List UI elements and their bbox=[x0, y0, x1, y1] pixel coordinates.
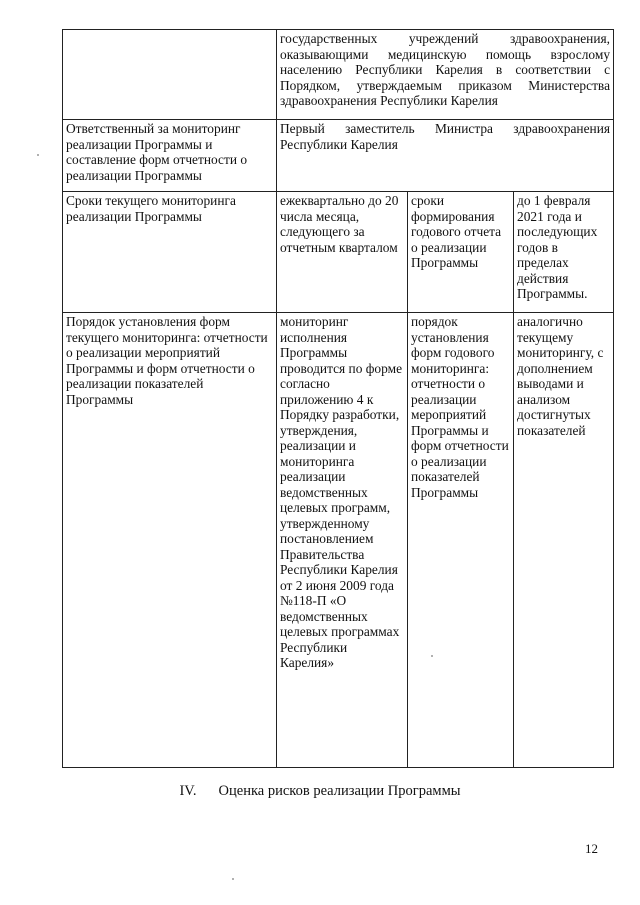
scan-speck bbox=[37, 154, 39, 156]
page-number: 12 bbox=[585, 841, 598, 856]
monitoring-table bbox=[62, 29, 614, 768]
table-row bbox=[63, 30, 614, 120]
table-cell: Первый заместитель Министра здравоохранения Республики Карелия bbox=[277, 120, 614, 192]
table-cell: Ответственный за мониторинг реализации Программы и составление форм отчетности о реализации Программы bbox=[63, 120, 277, 192]
scan-speck bbox=[232, 878, 234, 880]
table-row bbox=[63, 313, 614, 768]
table-cell: ежеквартально до 20 числа месяца, следующего за отчетным кварталом bbox=[277, 192, 408, 313]
table-cell: до 1 февраля 2021 года и последующих годов в пределах действия Программы. bbox=[514, 192, 614, 313]
table-cell: сроки формирования годового отчета о реализации Программы bbox=[408, 192, 514, 313]
table-cell: государственных учреждений здравоохранения, оказывающими медицинскую помощь взрослому населению Республики Карелия в соответствии с Порядком, утверждаемым приказом Министерства здравоохранения Республики Карелия bbox=[277, 30, 614, 120]
scan-speck bbox=[431, 655, 433, 657]
section-title: Оценка рисков реализации Программы bbox=[218, 783, 461, 799]
table-row bbox=[63, 192, 614, 313]
table-cell bbox=[63, 30, 277, 120]
table-cell: Порядок установления форм текущего мониторинга: отчетности о реализации мероприятий Программы и форм отчетности о реализации показателей Программы bbox=[63, 313, 277, 768]
table-cell: порядок установления форм годового мониторинга: отчетности о реализации мероприятий Программы и форм отчетности о реализации показателей Программы bbox=[408, 313, 514, 768]
table-cell: мониторинг исполнения Программы проводится по форме согласно приложению 4 к Порядку разработки, утверждения, реализации и мониторинга реализации ведомственных целевых программ, утвержденному постановлением Правительства Республики Карелия от 2 июня 2009 года №118-П «О ведомственных целевых программах Республики Карелия» bbox=[277, 313, 408, 768]
table-cell: аналогично текущему мониторингу, с дополнением выводами и анализом достигнутых показателей bbox=[514, 313, 614, 768]
section-heading bbox=[0, 783, 640, 800]
section-number: IV. bbox=[179, 783, 197, 799]
table-row bbox=[63, 120, 614, 192]
table-cell: Сроки текущего мониторинга реализации Программы bbox=[63, 192, 277, 313]
